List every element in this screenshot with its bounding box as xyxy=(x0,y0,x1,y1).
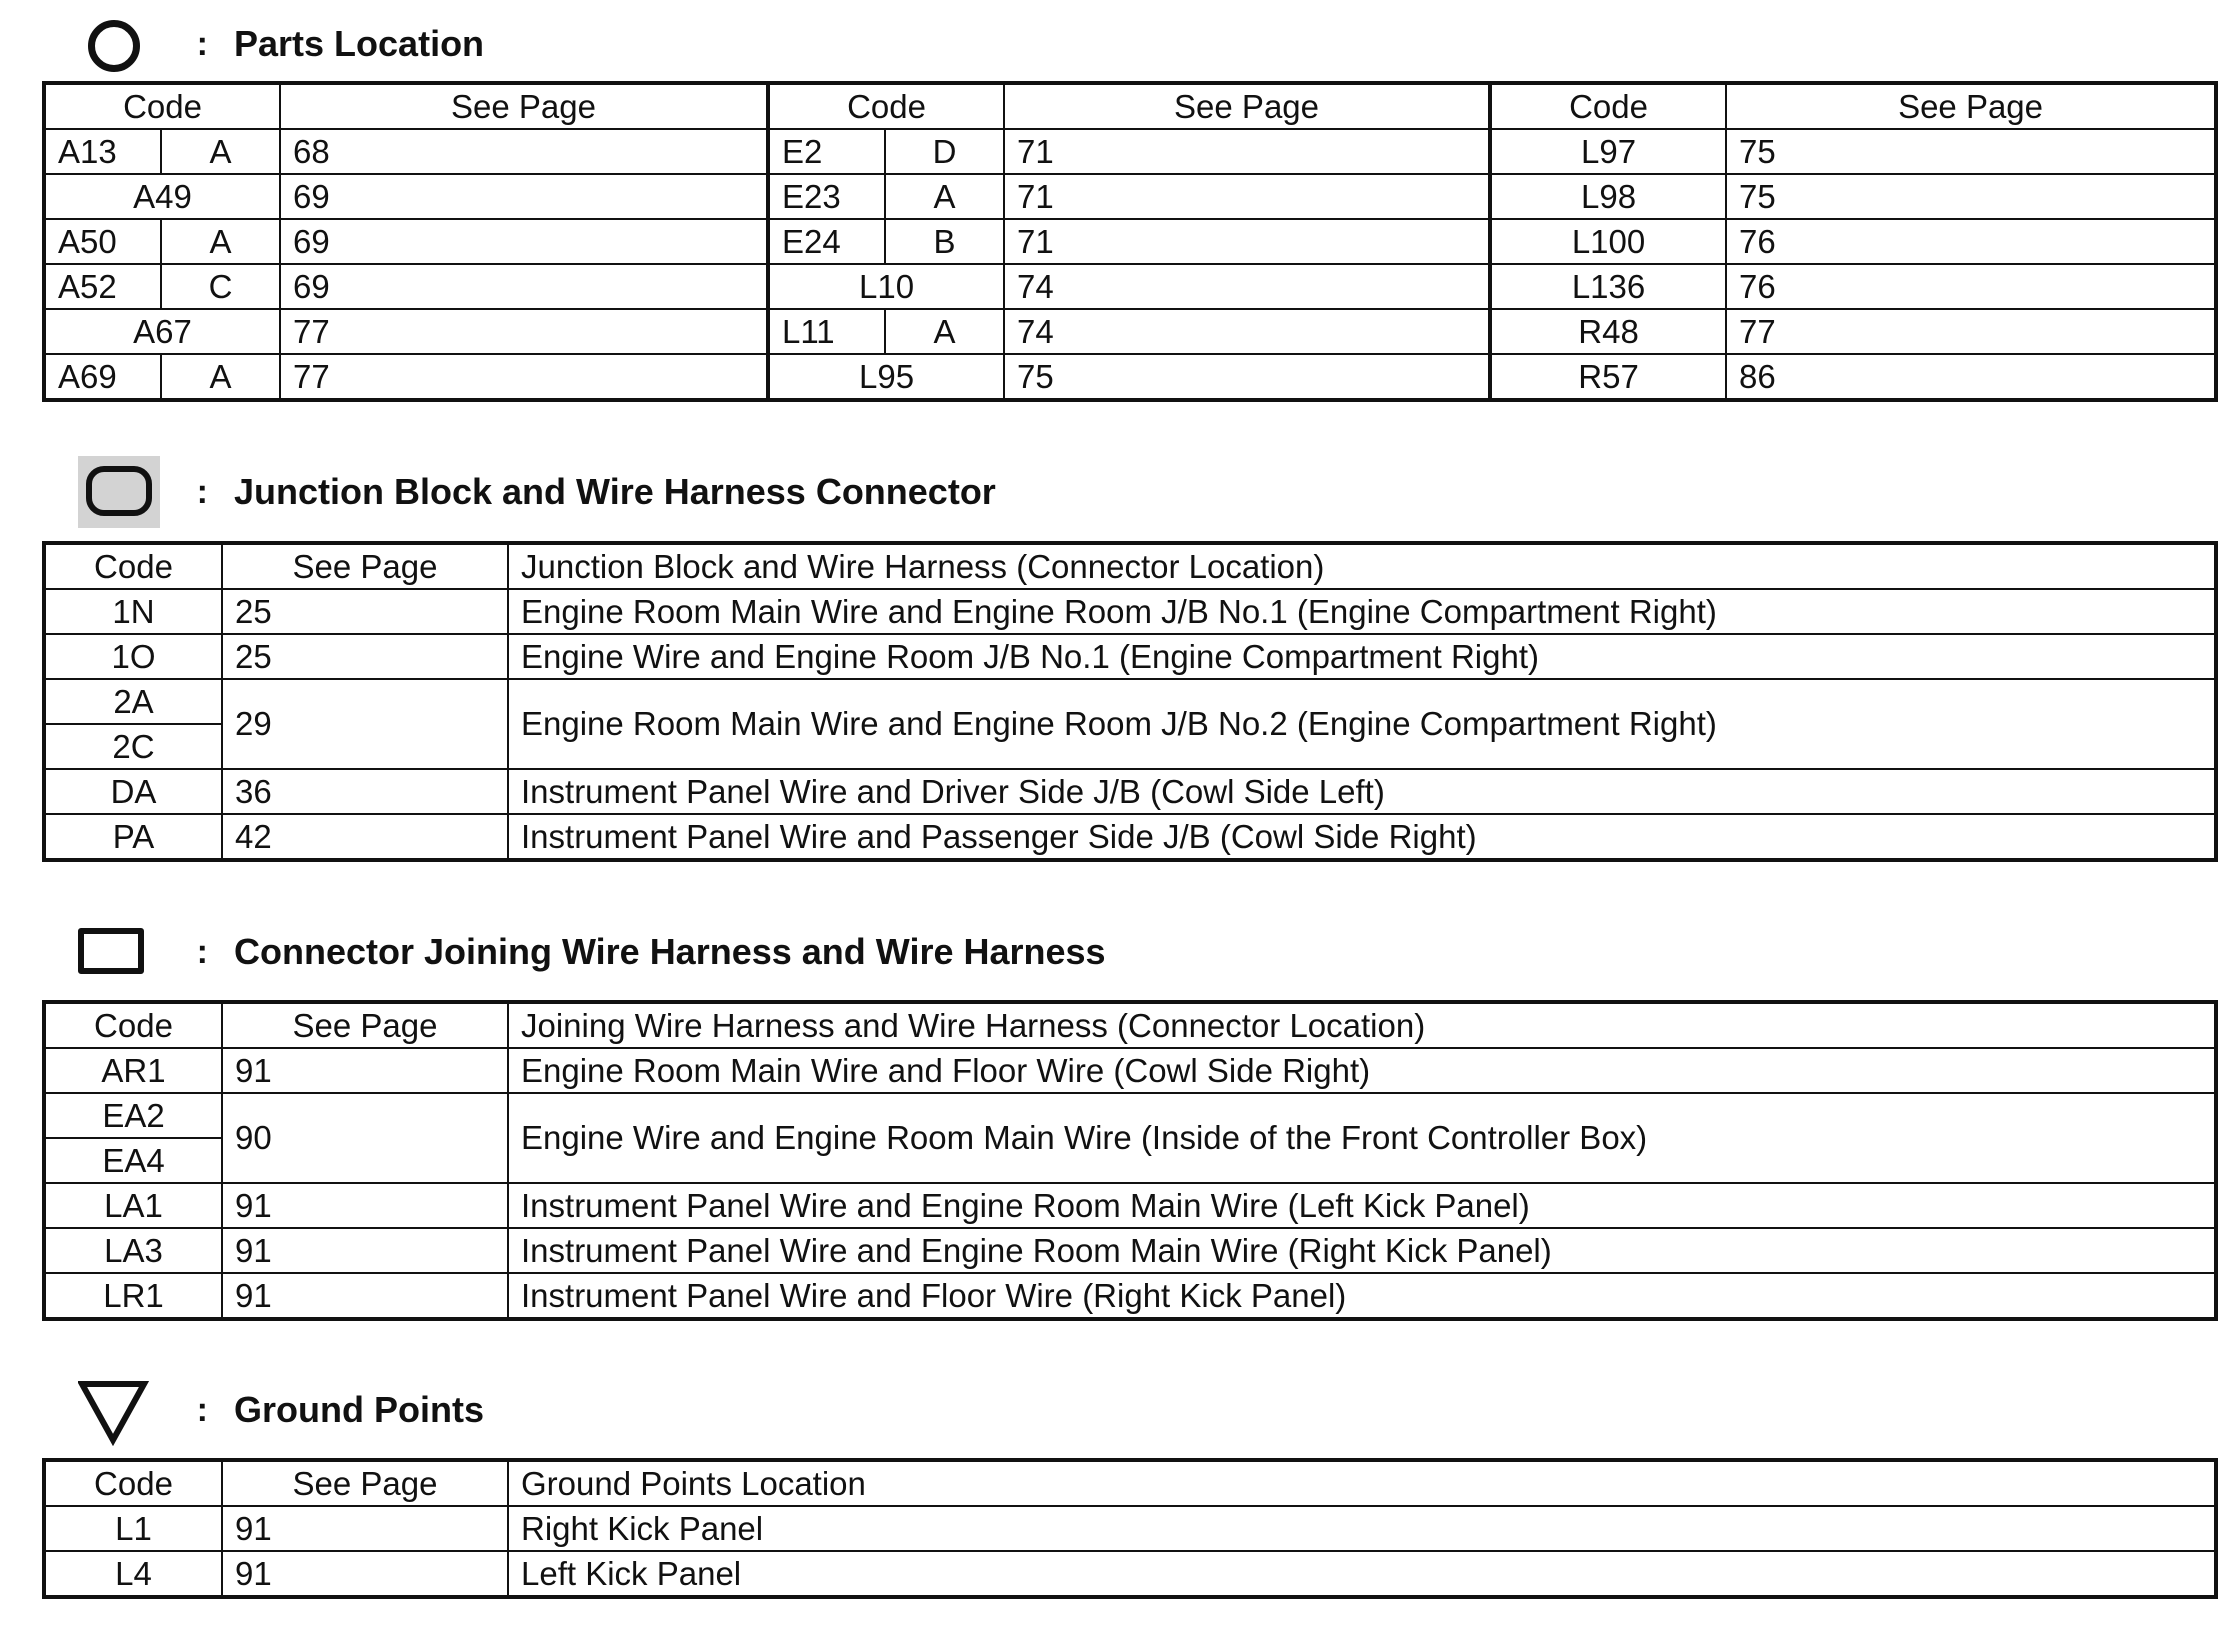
jb-code: 2C xyxy=(44,724,222,769)
part-code: L95 xyxy=(768,354,1004,400)
part-sub-code: A xyxy=(885,309,1004,354)
cj-page: 90 xyxy=(222,1093,508,1183)
header-see-page: See Page xyxy=(1726,83,2216,129)
jb-location: Instrument Panel Wire and Passenger Side J/B (Cowl Side Right) xyxy=(508,814,2216,860)
part-page: 77 xyxy=(280,309,768,354)
jb-location: Engine Room Main Wire and Engine Room J/B No.2 (Engine Compartment Right) xyxy=(508,679,2216,769)
table-row xyxy=(44,634,2216,679)
part-code: R57 xyxy=(1490,354,1726,400)
header-see-page: See Page xyxy=(222,543,508,589)
connector-joining-header xyxy=(78,922,1106,982)
part-code: L100 xyxy=(1490,219,1726,264)
table-row xyxy=(44,814,2216,860)
colon: : xyxy=(196,1390,208,1429)
cj-page: 91 xyxy=(222,1228,508,1273)
table-row xyxy=(44,1506,2216,1551)
junction-block-table xyxy=(42,541,2218,862)
table-row xyxy=(44,264,2216,309)
part-page: 77 xyxy=(280,354,768,400)
part-code: L97 xyxy=(1490,129,1726,174)
cj-code: LA3 xyxy=(44,1228,222,1273)
table-header-row xyxy=(44,1460,2216,1506)
cj-code: EA2 xyxy=(44,1093,222,1138)
table-header-row xyxy=(44,83,2216,129)
table-row xyxy=(44,219,2216,264)
parts-location-header xyxy=(78,14,484,74)
part-page: 71 xyxy=(1004,219,1490,264)
gp-code: L4 xyxy=(44,1551,222,1597)
cj-location: Engine Room Main Wire and Floor Wire (Cowl Side Right) xyxy=(508,1048,2216,1093)
header-code: Code xyxy=(44,1460,222,1506)
rounded-rect-icon xyxy=(78,462,150,522)
cj-location: Instrument Panel Wire and Floor Wire (Right Kick Panel) xyxy=(508,1273,2216,1319)
part-page: 77 xyxy=(1726,309,2216,354)
connector-joining-table xyxy=(42,1000,2218,1321)
jb-code: 2A xyxy=(44,679,222,724)
gp-location: Right Kick Panel xyxy=(508,1506,2216,1551)
part-page: 69 xyxy=(280,174,768,219)
part-page: 76 xyxy=(1726,219,2216,264)
part-page: 74 xyxy=(1004,309,1490,354)
jb-page: 25 xyxy=(222,634,508,679)
part-page: 76 xyxy=(1726,264,2216,309)
jb-location: Engine Room Main Wire and Engine Room J/B No.1 (Engine Compartment Right) xyxy=(508,589,2216,634)
header-location: Joining Wire Harness and Wire Harness (Connector Location) xyxy=(508,1002,2216,1048)
colon: : xyxy=(196,472,208,511)
cj-page: 91 xyxy=(222,1183,508,1228)
part-sub-code: D xyxy=(885,129,1004,174)
table-header-row xyxy=(44,543,2216,589)
part-code: L10 xyxy=(768,264,1004,309)
jb-location: Instrument Panel Wire and Driver Side J/B (Cowl Side Left) xyxy=(508,769,2216,814)
jb-code: 1N xyxy=(44,589,222,634)
part-code: A50 xyxy=(44,219,161,264)
cj-code: LA1 xyxy=(44,1183,222,1228)
header-code: Code xyxy=(768,83,1004,129)
gp-code: L1 xyxy=(44,1506,222,1551)
part-code: A69 xyxy=(44,354,161,400)
part-code: L136 xyxy=(1490,264,1726,309)
table-header-row xyxy=(44,1002,2216,1048)
jb-page: 36 xyxy=(222,769,508,814)
table-row xyxy=(44,589,2216,634)
jb-page: 29 xyxy=(222,679,508,769)
part-page: 86 xyxy=(1726,354,2216,400)
section-title: Junction Block and Wire Harness Connector xyxy=(234,471,996,512)
cj-location: Instrument Panel Wire and Engine Room Main Wire (Left Kick Panel) xyxy=(508,1183,2216,1228)
header-location: Junction Block and Wire Harness (Connector Location) xyxy=(508,543,2216,589)
table-row xyxy=(44,1273,2216,1319)
table-row xyxy=(44,1183,2216,1228)
ground-points-table xyxy=(42,1458,2218,1599)
part-page: 69 xyxy=(280,264,768,309)
part-sub-code: A xyxy=(885,174,1004,219)
gp-page: 91 xyxy=(222,1506,508,1551)
part-code: L98 xyxy=(1490,174,1726,219)
part-code: E23 xyxy=(768,174,885,219)
part-page: 75 xyxy=(1726,174,2216,219)
colon: : xyxy=(196,932,208,971)
gp-page: 91 xyxy=(222,1551,508,1597)
parts-location-table xyxy=(42,81,2218,402)
header-see-page: See Page xyxy=(280,83,768,129)
cj-location: Engine Wire and Engine Room Main Wire (Inside of the Front Controller Box) xyxy=(508,1093,2216,1183)
cj-location: Instrument Panel Wire and Engine Room Main Wire (Right Kick Panel) xyxy=(508,1228,2216,1273)
jb-page: 42 xyxy=(222,814,508,860)
square-icon xyxy=(78,922,150,982)
jb-code: DA xyxy=(44,769,222,814)
section-title: Parts Location xyxy=(234,23,485,64)
table-row xyxy=(44,309,2216,354)
part-sub-code: A xyxy=(161,219,280,264)
part-code: A52 xyxy=(44,264,161,309)
header-location: Ground Points Location xyxy=(508,1460,2216,1506)
header-code: Code xyxy=(44,1002,222,1048)
section-title: Ground Points xyxy=(234,1389,484,1430)
jb-code: PA xyxy=(44,814,222,860)
table-row xyxy=(44,354,2216,400)
section-title: Connector Joining Wire Harness and Wire Harness xyxy=(234,931,1106,972)
header-see-page: See Page xyxy=(1004,83,1490,129)
part-page: 71 xyxy=(1004,174,1490,219)
part-page: 69 xyxy=(280,219,768,264)
jb-page: 25 xyxy=(222,589,508,634)
part-code: L11 xyxy=(768,309,885,354)
table-row xyxy=(44,174,2216,219)
gp-location: Left Kick Panel xyxy=(508,1551,2216,1597)
colon: : xyxy=(196,24,208,63)
header-see-page: See Page xyxy=(222,1460,508,1506)
part-page: 74 xyxy=(1004,264,1490,309)
part-code: R48 xyxy=(1490,309,1726,354)
header-code: Code xyxy=(1490,83,1726,129)
part-code: E24 xyxy=(768,219,885,264)
cj-code: AR1 xyxy=(44,1048,222,1093)
part-page: 75 xyxy=(1004,354,1490,400)
table-row xyxy=(44,679,2216,724)
jb-code: 1O xyxy=(44,634,222,679)
part-code: A49 xyxy=(44,174,280,219)
circle-icon xyxy=(78,14,150,74)
part-sub-code: A xyxy=(161,129,280,174)
cj-page: 91 xyxy=(222,1273,508,1319)
part-page: 71 xyxy=(1004,129,1490,174)
jb-location: Engine Wire and Engine Room J/B No.1 (Engine Compartment Right) xyxy=(508,634,2216,679)
cj-page: 91 xyxy=(222,1048,508,1093)
table-row xyxy=(44,1093,2216,1138)
part-code: A67 xyxy=(44,309,280,354)
cj-code: EA4 xyxy=(44,1138,222,1183)
part-page: 68 xyxy=(280,129,768,174)
junction-block-header xyxy=(78,462,996,522)
header-code: Code xyxy=(44,543,222,589)
part-sub-code: C xyxy=(161,264,280,309)
table-row xyxy=(44,129,2216,174)
table-row xyxy=(44,1048,2216,1093)
table-row xyxy=(44,1228,2216,1273)
part-sub-code: B xyxy=(885,219,1004,264)
part-page: 75 xyxy=(1726,129,2216,174)
table-row xyxy=(44,769,2216,814)
header-code: Code xyxy=(44,83,280,129)
ground-points-header xyxy=(78,1380,484,1440)
part-sub-code: A xyxy=(161,354,280,400)
part-code: E2 xyxy=(768,129,885,174)
cj-code: LR1 xyxy=(44,1273,222,1319)
triangle-down-icon xyxy=(78,1380,150,1440)
table-row xyxy=(44,1551,2216,1597)
header-see-page: See Page xyxy=(222,1002,508,1048)
part-code: A13 xyxy=(44,129,161,174)
